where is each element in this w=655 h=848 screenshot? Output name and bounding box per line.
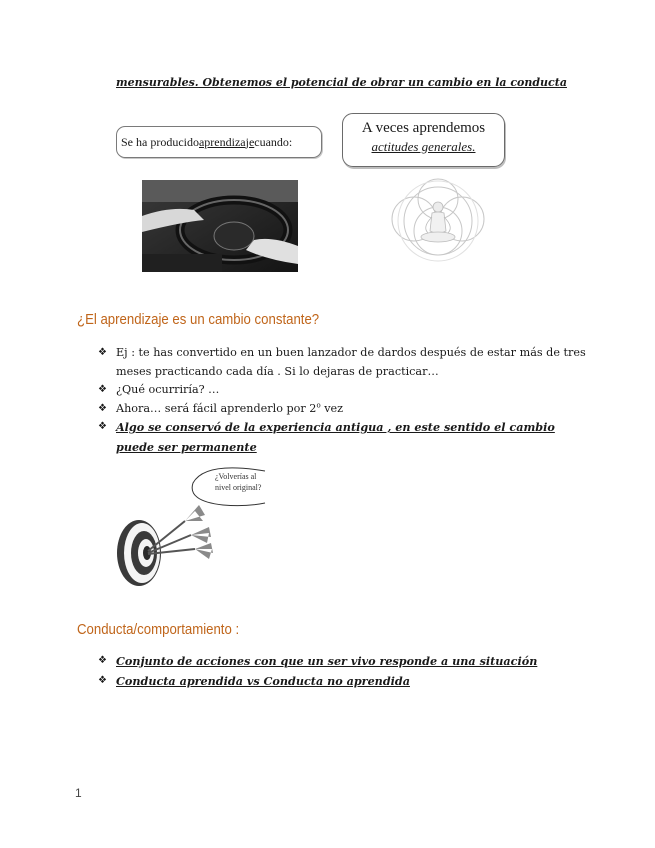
bullet-diamond-icon: ❖ — [98, 674, 107, 686]
driving-photo — [142, 180, 298, 272]
dartboard-illustration — [115, 463, 275, 589]
list-item — [98, 381, 588, 400]
callout-suffix: cuando: — [254, 134, 293, 149]
bullet-text: Ahora… será fácil aprenderlo por 2 — [116, 401, 317, 415]
list-item — [98, 672, 588, 692]
bullet-list-cambio — [98, 344, 588, 457]
bullet-text-end: vez — [320, 401, 344, 415]
bubble-line-2: nivel original? — [215, 483, 262, 492]
callout-actitudes — [342, 113, 505, 167]
bullet-diamond-icon: ❖ — [98, 421, 107, 432]
page-number: 1 — [75, 786, 82, 800]
callout-underlined-word: aprendizaje — [198, 134, 255, 149]
list-item — [98, 344, 588, 381]
callout-aprendizaje — [116, 126, 322, 158]
list-item — [98, 652, 588, 672]
meditation-illustration — [382, 175, 494, 267]
bullet-text: ¿Qué ocurriría? … — [116, 383, 220, 396]
list-item — [98, 400, 588, 419]
callout-line-1: A veces aprendemos — [361, 120, 486, 136]
bullet-diamond-icon: ❖ — [98, 655, 107, 666]
bubble-line-1: ¿Volverías al — [215, 472, 257, 481]
bullet-text: Conducta aprendida vs Conducta no aprendida — [116, 673, 410, 688]
section-heading-cambio: ¿El aprendizaje es un cambio constante? — [77, 311, 320, 328]
superscript: o — [316, 400, 321, 409]
callout-prefix: Se ha producido — [121, 134, 199, 149]
bullet-text: Algo se conservó de la experiencia antigua , en este sentido el cambio puede ser permanente — [116, 420, 555, 454]
bullet-text: Ej : te has convertido en un buen lanzador de dardos después de estar más de tres meses practicando cada día . Si lo dejaras de practicar… — [116, 346, 586, 378]
callout-line-2: actitudes generales. — [371, 139, 476, 154]
bullet-text: Conjunto de acciones con que un ser vivo responde a una situación — [116, 654, 538, 668]
list-item — [98, 418, 588, 457]
bullet-diamond-icon: ❖ — [98, 347, 107, 358]
bullet-list-conducta — [98, 652, 588, 691]
bullet-diamond-icon: ❖ — [98, 384, 107, 395]
bullet-diamond-icon: ❖ — [98, 402, 107, 414]
section-heading-conducta: Conducta/comportamiento : — [77, 621, 240, 638]
intro-text: mensurables. Obtenemos el potencial de obrar un cambio en la conducta — [116, 76, 567, 89]
